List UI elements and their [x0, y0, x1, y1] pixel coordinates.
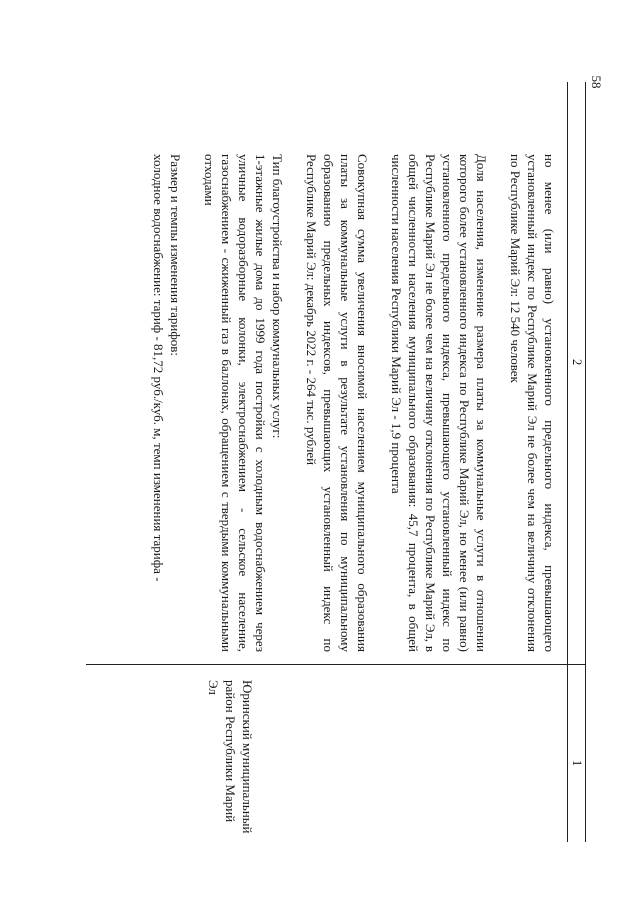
municipality-cell	[205, 680, 256, 840]
municipality-line: муниципальный район	[223, 680, 255, 834]
column-header-1: 1	[570, 760, 584, 767]
header-divider	[568, 664, 586, 665]
table-top-rule	[585, 82, 586, 842]
municipality-line: Юринский	[240, 680, 255, 740]
paragraph-water-tariff: холодное водоснабжение: тариф - 81,72 руб./куб. м, темп изменения тарифа -	[151, 154, 166, 582]
municipality-line: Республики Марий Эл	[206, 680, 238, 823]
page-number: 58	[589, 75, 604, 89]
paragraph-threshold-population: но менее (или равно) установленного предельного индекса, превышающего установленный индекс по Республике Марий Эл не более чем на величину отклонения по Республике Марий Эл: 12 540 человек	[508, 154, 557, 652]
paragraph-improvement-type-heading: Тип благоустройства и набор коммунальных услуг:	[270, 154, 285, 439]
paragraph-improvement-type: 1-этажные жилые дома до 1999 года постройки с холодным водоснабжением через уличные водоразборные колонки, электроснабжением - сельское население, газоснабжением - сжиженный газ в баллонах, обращением с твердыми коммунальными отходами	[202, 154, 268, 652]
paragraph-population-share: Доля населения, изменение размера платы за коммунальные услуги в отношении которого более установленного индекса по Республике Марий Эл, но менее (или равно) установленного предельного индекса, превышающего установленный индекс по Республике Марий Эл не более чем на величину отклонения по Республике Марий Эл, в общей численности населения муниципального образования: 45,7 процента, в общей численности населения Республики Марий Эл - 1,9 процента	[389, 154, 489, 652]
table-header-rule	[567, 82, 568, 842]
description-cell	[150, 154, 558, 652]
paragraph-tariffs-heading: Размер и темпы изменения тарифов:	[168, 154, 183, 357]
paragraph-total-increase: Совокупная сумма увеличения вносимой населением муниципального образования платы за коммунальные услуги в результате установления по муниципальному образованию предельных индексов, превышающих установленный индекс по Республике Марий Эл: декабрь 2022 г. - 264 тыс. рублей	[304, 154, 370, 652]
column-divider	[86, 664, 568, 665]
column-header-2: 2	[570, 359, 584, 366]
rotated-table-page	[86, 82, 586, 842]
